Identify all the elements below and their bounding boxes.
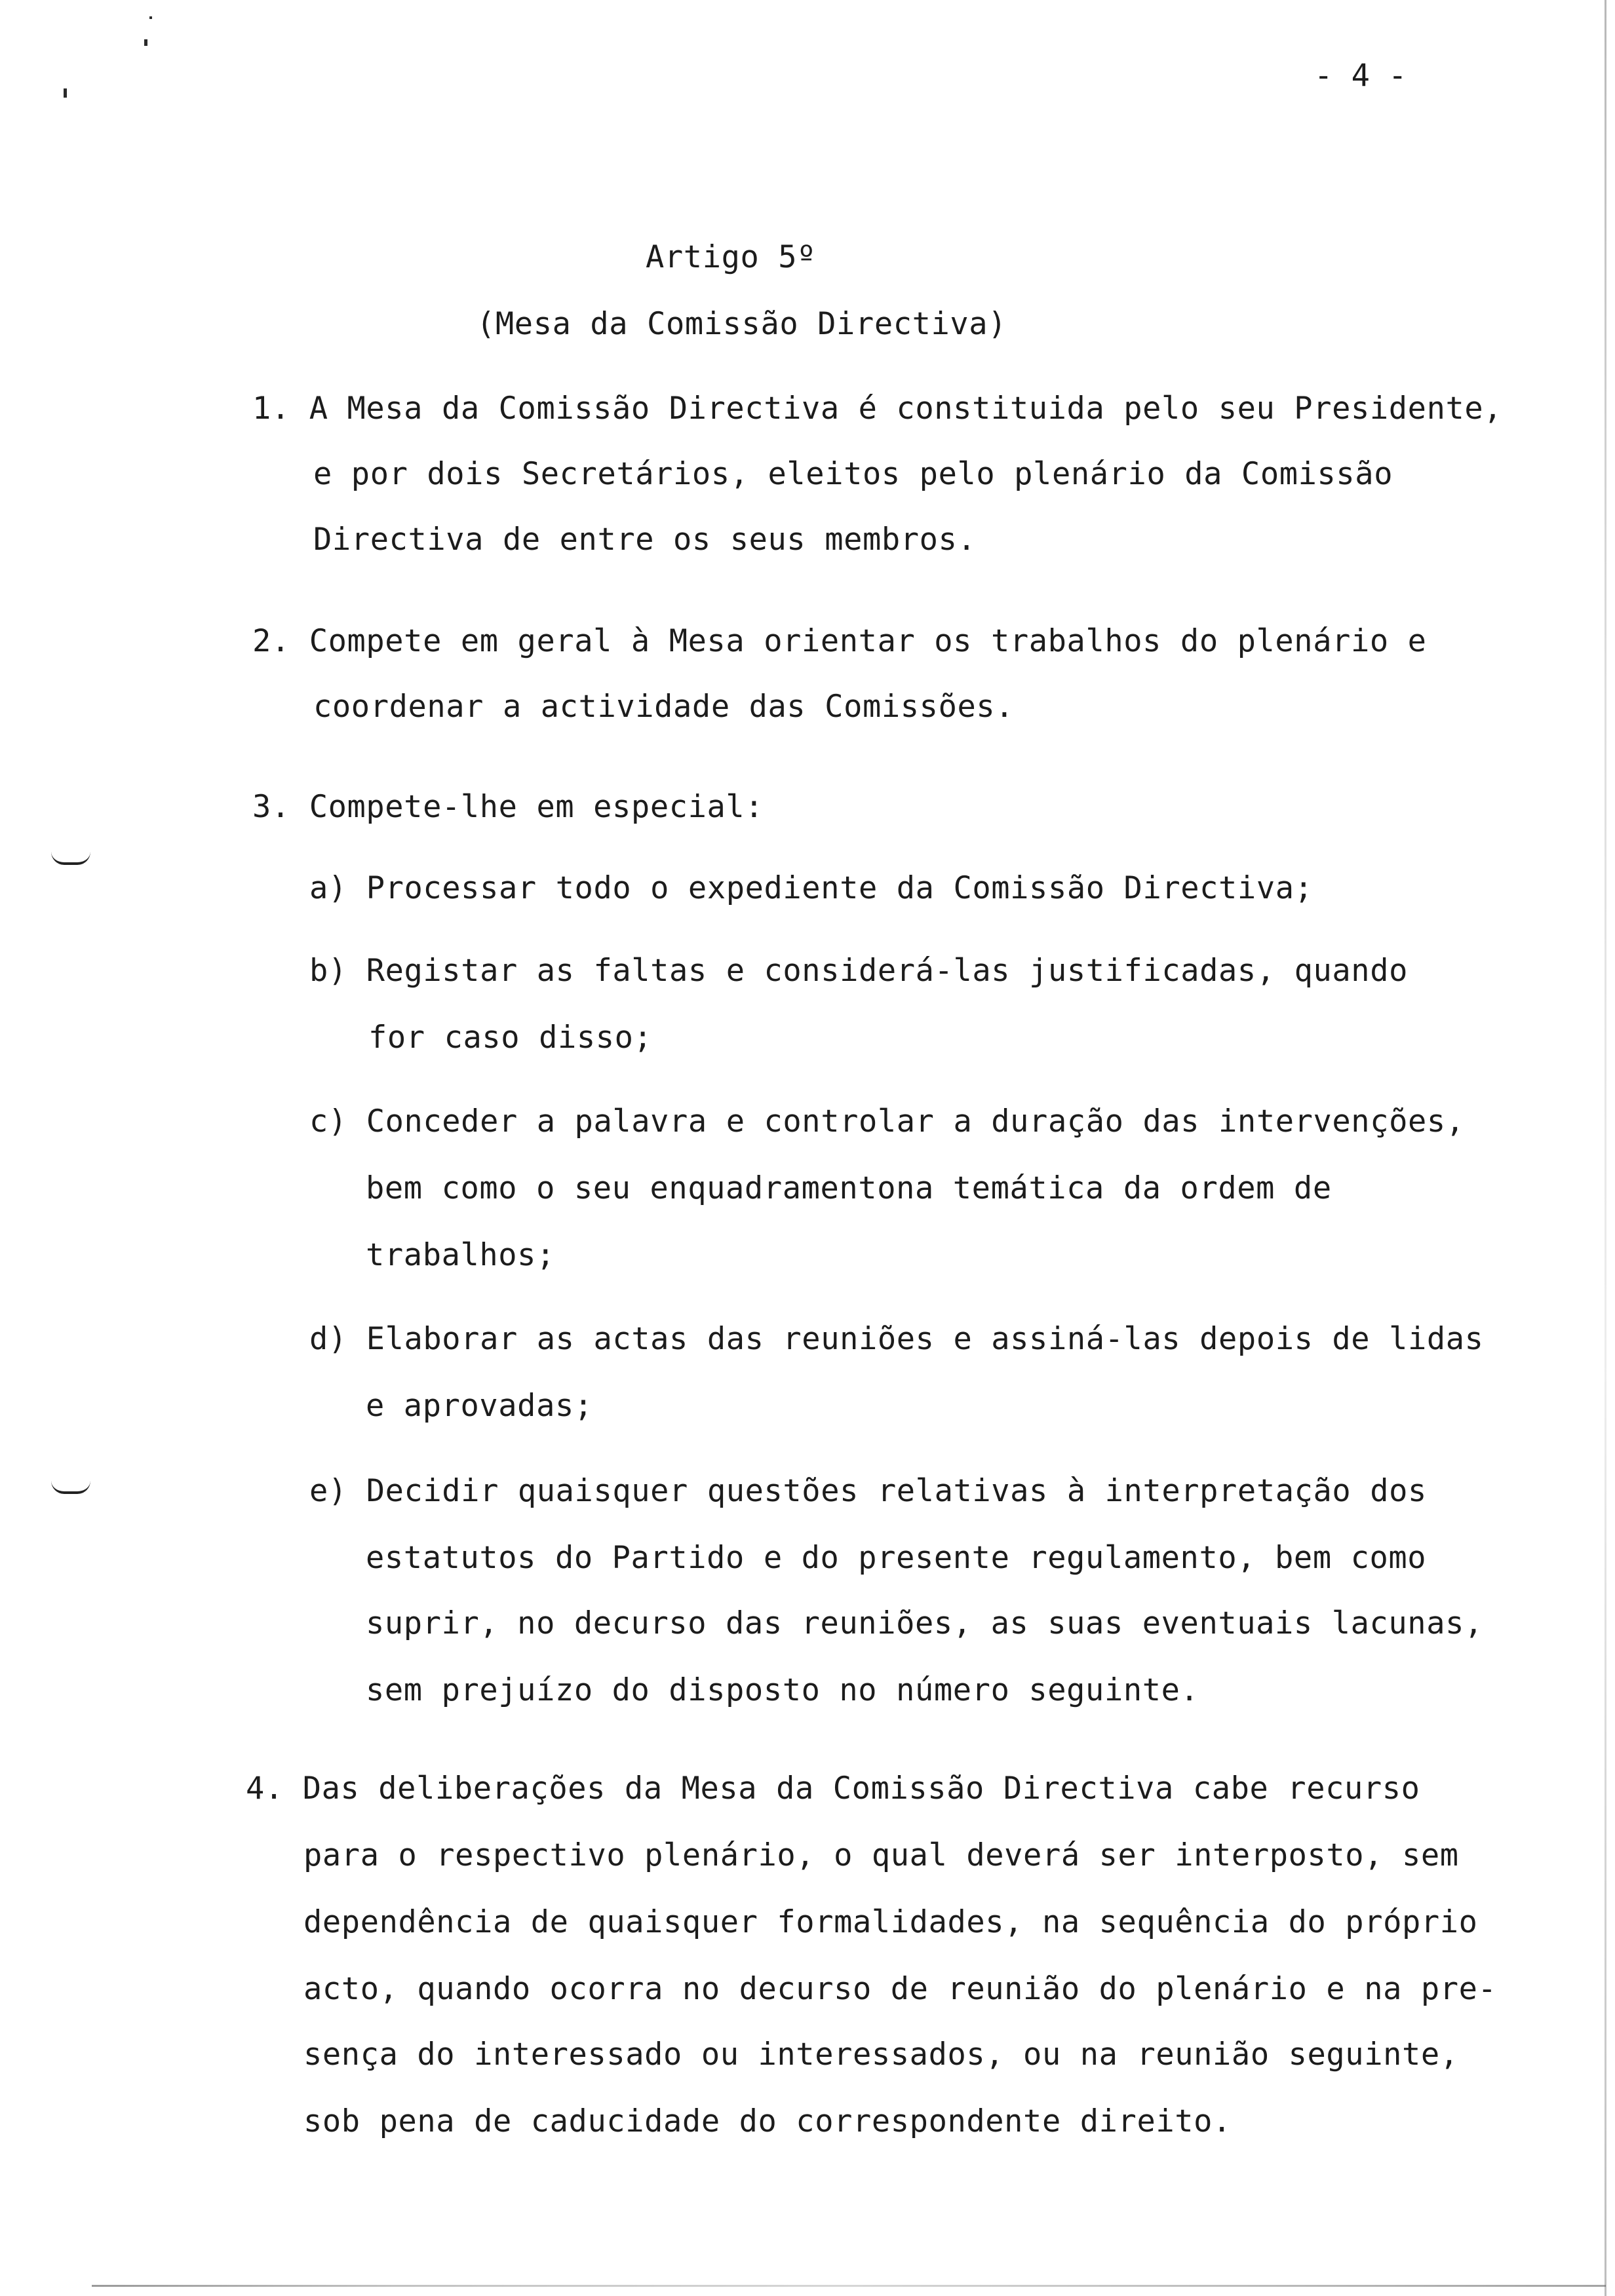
page-number: - 4 - bbox=[1314, 58, 1407, 94]
scan-speck bbox=[64, 88, 67, 98]
article-subtitle: (Mesa da Comissão Directiva) bbox=[477, 306, 1007, 342]
item-1-line-1: 1. A Mesa da Comissão Directiva é constituida pelo seu Presidente, bbox=[252, 391, 1503, 427]
scan-edge-bottom bbox=[92, 2285, 1606, 2287]
item-4-line-4: acto, quando ocorra no decurso de reunião do plenário e na pre- bbox=[303, 1971, 1497, 2007]
item-3c-line-3: trabalhos; bbox=[366, 1237, 555, 1273]
item-1-line-2: e por dois Secretários, eleitos pelo plenário da Comissão bbox=[313, 456, 1393, 492]
item-3e-line-3: suprir, no decurso das reuniões, as suas eventuais lacunas, bbox=[366, 1605, 1483, 1641]
item-3e-line-4: sem prejuízo do disposto no número seguinte. bbox=[366, 1672, 1199, 1708]
item-3d-line-1: d) Elaborar as actas das reuniões e assiná-las depois de lidas bbox=[309, 1321, 1484, 1357]
item-4-line-2: para o respectivo plenário, o qual deverá ser interposto, sem bbox=[303, 1837, 1459, 1873]
item-3e-line-2: estatutos do Partido e do presente regulamento, bem como bbox=[366, 1540, 1427, 1576]
item-2-line-2: coordenar a actividade das Comissões. bbox=[313, 689, 1015, 725]
scan-speck bbox=[144, 39, 147, 46]
item-3a-line-1: a) Processar todo o expediente da Comissão Directiva; bbox=[309, 870, 1313, 906]
item-3b-line-1: b) Registar as faltas e considerá-las justificadas, quando bbox=[309, 953, 1408, 989]
item-3d-line-2: e aprovadas; bbox=[366, 1388, 593, 1424]
item-4-line-6: sob pena de caducidade do correspondente direito. bbox=[303, 2103, 1232, 2139]
item-4-line-3: dependência de quaisquer formalidades, na sequência do próprio bbox=[303, 1904, 1478, 1940]
item-4-line-1: 4. Das deliberações da Mesa da Comissão Directiva cabe recurso bbox=[246, 1770, 1420, 1807]
scan-edge-right bbox=[1605, 0, 1606, 2296]
punch-mark bbox=[51, 1481, 90, 1494]
item-2-line-1: 2. Compete em geral à Mesa orientar os trabalhos do plenário e bbox=[252, 623, 1427, 659]
item-3-line-1: 3. Compete-lhe em especial: bbox=[252, 789, 764, 825]
punch-mark bbox=[51, 852, 90, 865]
item-3e-line-1: e) Decidir quaisquer questões relativas à interpretação dos bbox=[309, 1473, 1427, 1509]
scan-speck bbox=[149, 16, 152, 19]
item-3b-line-2: for caso disso; bbox=[368, 1020, 653, 1056]
article-title: Artigo 5º bbox=[646, 239, 817, 275]
item-3c-line-2: bem como o seu enquadramentona temática da ordem de bbox=[366, 1170, 1332, 1206]
item-1-line-3: Directiva de entre os seus membros. bbox=[313, 522, 977, 558]
item-4-line-5: sença do interessado ou interessados, ou na reunião seguinte, bbox=[303, 2037, 1459, 2073]
item-3c-line-1: c) Conceder a palavra e controlar a duração das intervenções, bbox=[309, 1103, 1465, 1139]
